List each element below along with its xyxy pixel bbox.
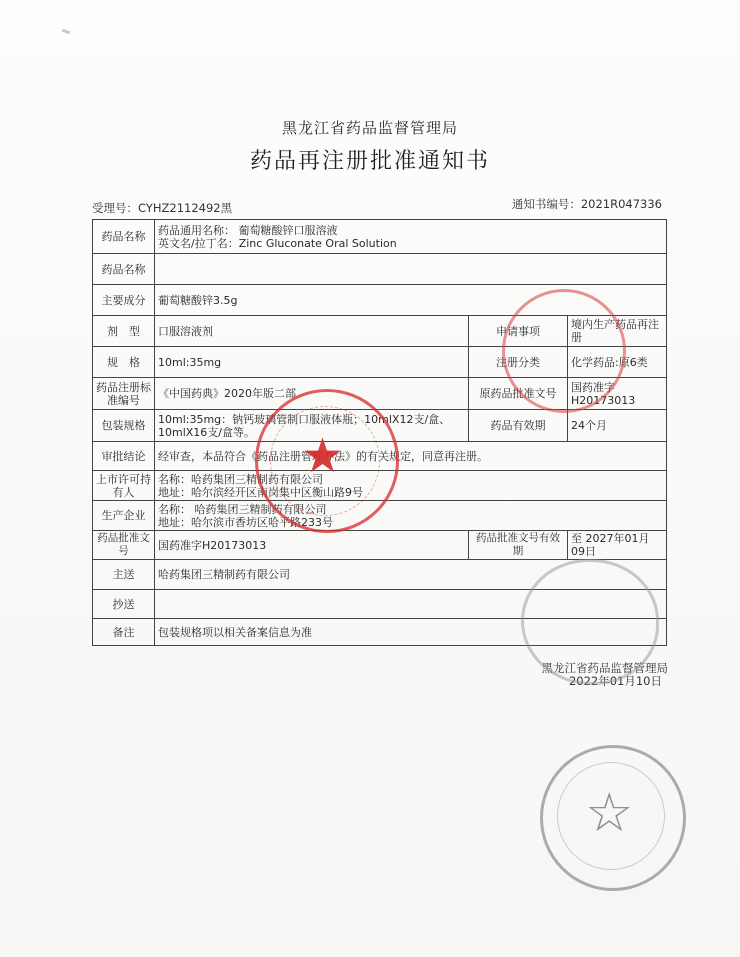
cc-label: 抄送	[93, 590, 155, 619]
orig-approval-value: 国药准字H20173013	[568, 378, 667, 410]
table-row	[93, 378, 667, 410]
table-row	[93, 285, 667, 316]
table-row	[93, 560, 667, 590]
document-title: 药品再注册批准通知书	[249, 149, 490, 174]
approval-valid-value: 至 2027年01月09日	[568, 531, 667, 560]
table-row	[93, 316, 667, 347]
star-icon: ★	[301, 428, 345, 484]
remark-label: 备注	[93, 619, 155, 646]
conclusion-label: 审批结论	[93, 442, 155, 471]
mah-label: 上市许可持有人	[93, 471, 155, 501]
manufacturer-name: 名称： 哈药集团三精制药有限公司	[158, 502, 327, 516]
pack-label: 包装规格	[93, 410, 155, 442]
table-row	[93, 471, 667, 501]
send-label: 主送	[93, 560, 155, 590]
spec-label: 规 格	[93, 347, 155, 378]
table-row	[93, 254, 667, 285]
mah-address: 地址：哈尔滨经开区南岗集中区衡山路9号	[158, 485, 363, 499]
approval-no-label: 药品批准文号	[93, 531, 155, 560]
spec-value: 10ml:35mg	[155, 347, 469, 378]
standard-value: 《中国药典》2020年版二部	[155, 378, 469, 410]
manufacturer-cell	[155, 501, 667, 531]
signature-date: 2022年01月10日	[568, 674, 662, 688]
drug-generic-name: 药品通用名称： 葡萄糖酸锌口服溶液	[158, 223, 338, 237]
signature-org: 黑龙江省药品监督管理局	[541, 661, 668, 675]
table-row	[93, 220, 667, 254]
validity-label: 药品有效期	[469, 410, 568, 442]
product-name-label: 药品名称	[93, 254, 155, 285]
mah-cell	[155, 471, 667, 501]
drug-name-cell	[155, 220, 667, 254]
approval-table	[92, 219, 667, 646]
orig-approval-label: 原药品批准文号	[469, 378, 568, 410]
table-row	[93, 410, 667, 442]
remark-value: 包装规格项以相关备案信息为准	[155, 619, 667, 646]
table-row	[93, 442, 667, 471]
reg-class-value: 化学药品:原6类	[568, 347, 667, 378]
drug-name-label: 药品名称	[93, 220, 155, 254]
dosage-label: 剂 型	[93, 316, 155, 347]
table-row	[93, 347, 667, 378]
reg-class-label: 注册分类	[469, 347, 568, 378]
seal-inner-ring	[557, 762, 665, 870]
receipt-number: 受理号：CYHZ2112492黑	[92, 201, 233, 215]
conclusion-value: 经审查，本品符合《药品注册管理办法》的有关规定，同意再注册。	[155, 442, 667, 471]
cc-value	[155, 590, 667, 619]
product-name-value	[155, 254, 667, 285]
table-row	[93, 531, 667, 560]
scan-mark	[62, 29, 71, 35]
send-value: 哈药集团三精制药有限公司	[155, 560, 667, 590]
mah-name: 名称：哈药集团三精制药有限公司	[158, 472, 323, 486]
apply-value: 境内生产药品再注册	[568, 316, 667, 347]
ingredient-label: 主要成分	[93, 285, 155, 316]
table-row	[93, 501, 667, 531]
dosage-value: 口服溶液剂	[155, 316, 469, 347]
bureau-heading: 黑龙江省药品监督管理局	[281, 119, 458, 137]
apply-label: 申请事项	[469, 316, 568, 347]
approval-no-value: 国药准字H20173013	[155, 531, 469, 560]
notice-number: 通知书编号：2021R047336	[511, 197, 662, 211]
gray-company-seal	[540, 745, 686, 891]
star-icon: ☆	[585, 781, 634, 844]
validity-value: 24个月	[568, 410, 667, 442]
manufacturer-address: 地址：哈尔滨市香坊区哈平路233号	[158, 515, 333, 529]
pack-value: 10ml:35mg：钠钙玻璃管制口服液体瓶；10mlX12支/盒、10mlX16支/盒等。	[155, 410, 469, 442]
ingredient-value: 葡萄糖酸锌3.5g	[155, 285, 667, 316]
approval-valid-label: 药品批准文号有效期	[469, 531, 568, 560]
table-row	[93, 590, 667, 619]
manufacturer-label: 生产企业	[93, 501, 155, 531]
standard-label: 药品注册标准编号	[93, 378, 155, 410]
table-row	[93, 619, 667, 646]
drug-english-name: 英文名/拉丁名：Zinc Gluconate Oral Solution	[158, 236, 397, 250]
